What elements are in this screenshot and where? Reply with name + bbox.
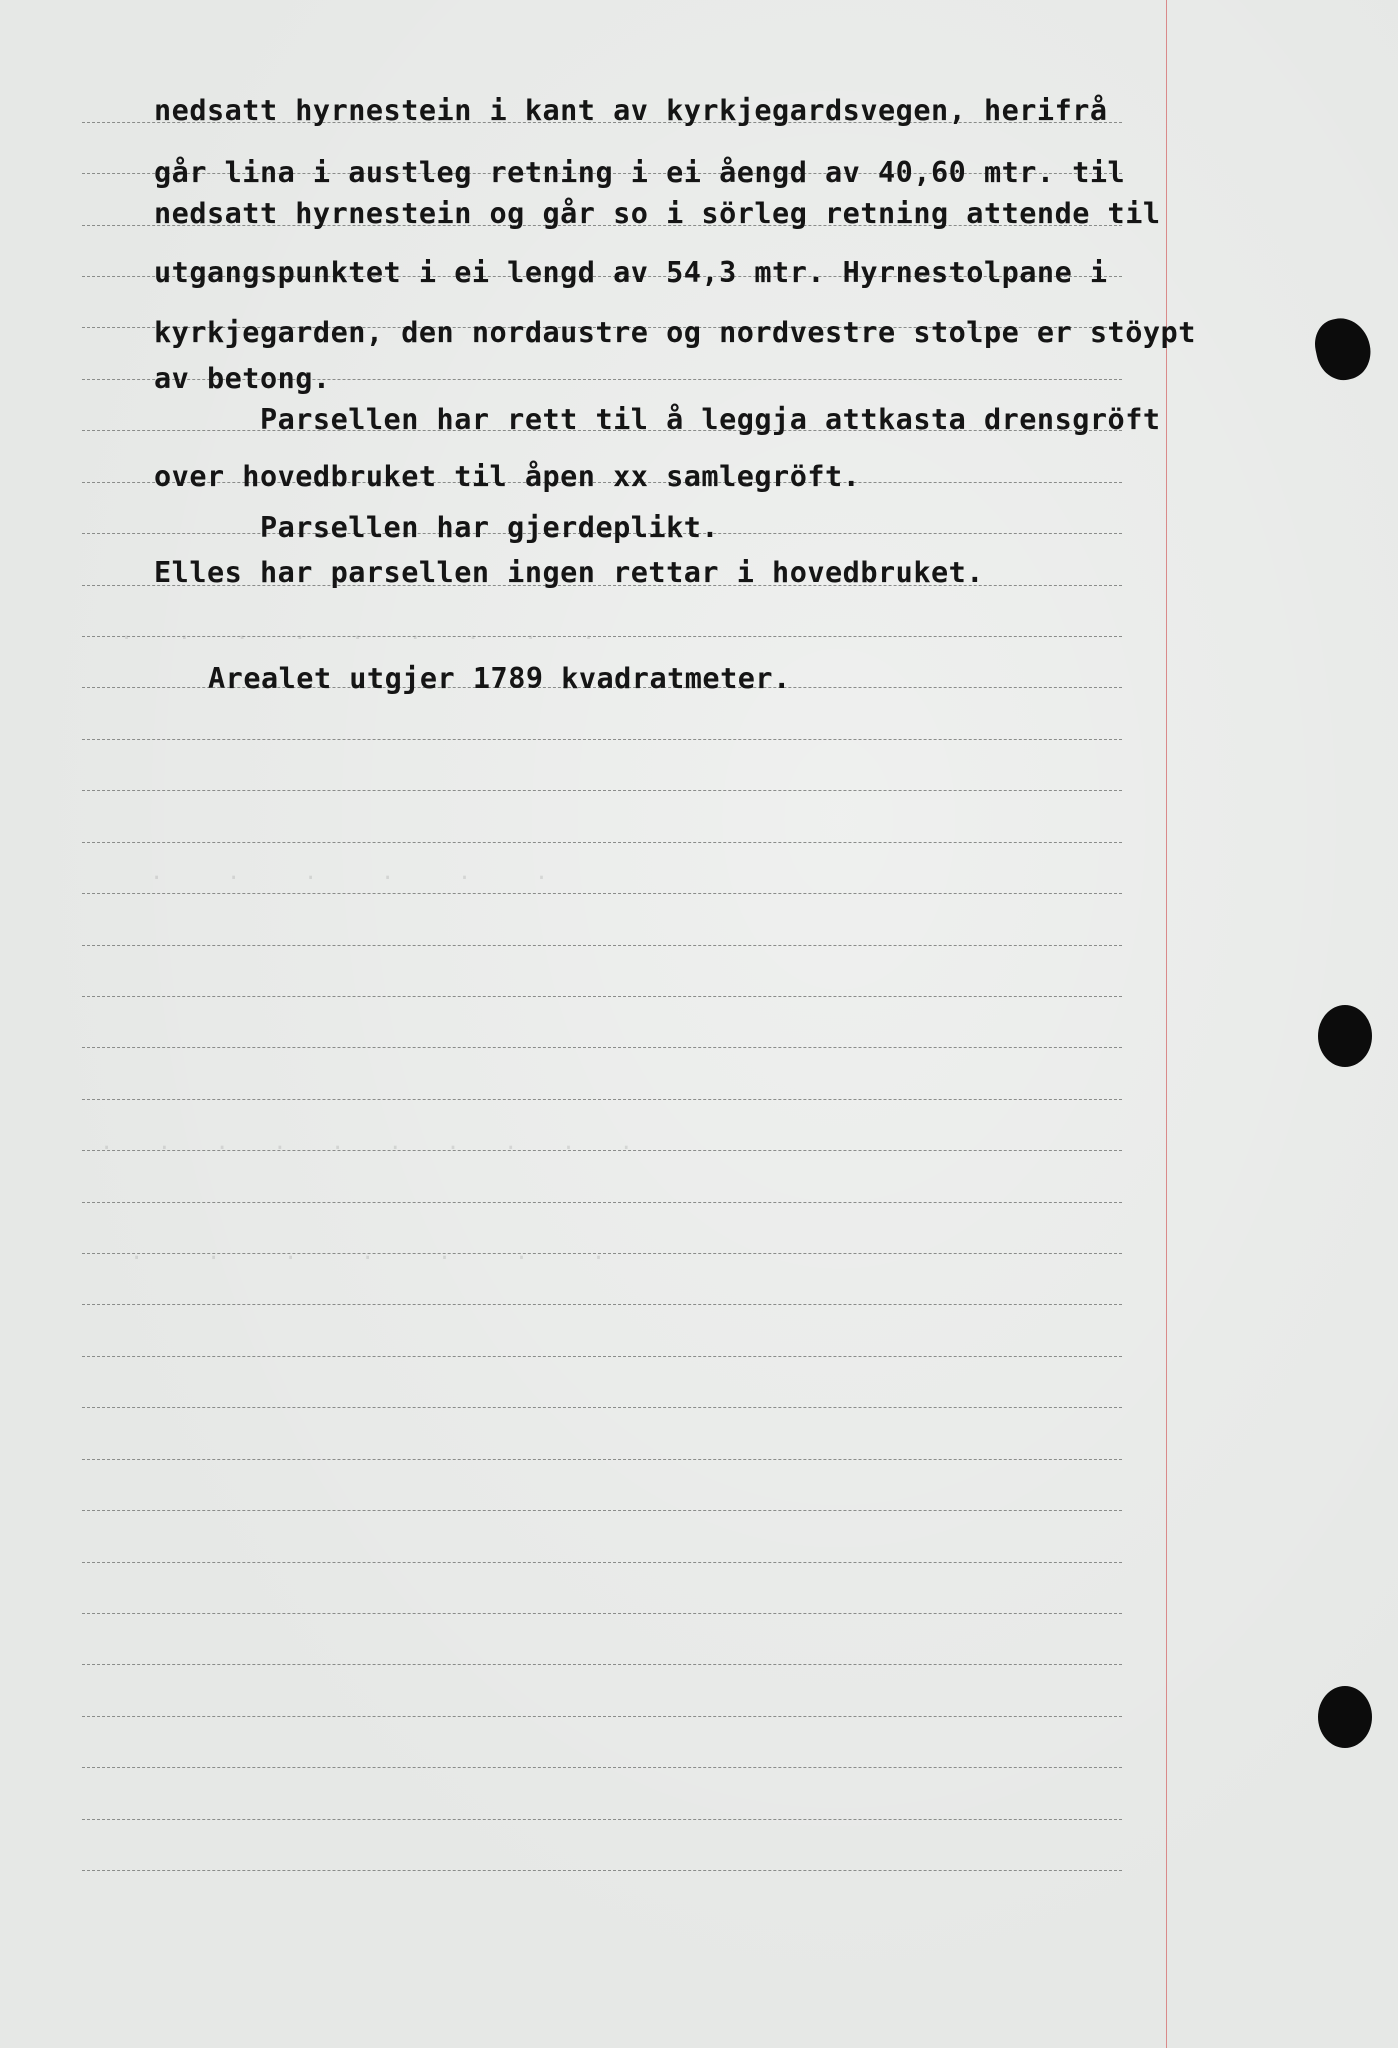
ruled-line — [82, 945, 1122, 946]
ruled-line — [82, 1819, 1122, 1820]
ruled-line — [82, 1304, 1122, 1305]
ruled-line — [82, 636, 1122, 637]
ruled-line — [82, 1664, 1122, 1665]
body-line-3: nedsatt hyrnestein og går so i sörleg retning attende til — [154, 197, 1161, 230]
body-line-5: kyrkjegarden, den nordaustre og nordvestre stolpe er stöypt — [154, 316, 1196, 349]
body-line-9: Parsellen har gjerdeplikt. — [154, 511, 720, 544]
ruled-line — [82, 1253, 1122, 1254]
ruled-line — [82, 1870, 1122, 1871]
ruled-line — [82, 790, 1122, 791]
bleed-through-text: . . . . . . — [150, 860, 555, 885]
ruled-line — [82, 842, 1122, 843]
body-line-1: nedsatt hyrnestein i kant av kyrkjegardsvegen, herifrå — [154, 94, 1108, 127]
body-line-6: av betong. — [154, 362, 331, 395]
body-line-10: Elles har parsellen ingen rettar i hovedbruket. — [154, 556, 984, 589]
margin-rule — [1166, 0, 1167, 2048]
area-line: Arealet utgjer 1789 kvadratmeter. — [208, 662, 791, 695]
punch-hole — [1310, 313, 1376, 385]
ruled-line — [82, 1150, 1122, 1151]
ruled-line — [82, 739, 1122, 740]
bleed-through-text: . . . . . . . . . — [120, 620, 602, 645]
ruled-line — [82, 1562, 1122, 1563]
ruled-line — [82, 1407, 1122, 1408]
body-line-2: går lina i austleg retning i ei åengd av 40,60 mtr. til — [154, 156, 1126, 189]
body-line-4: utgangspunktet i ei lengd av 54,3 mtr. Hyrnestolpane i — [154, 256, 1108, 289]
ruled-line — [82, 996, 1122, 997]
ruled-line — [82, 1047, 1122, 1048]
ruled-line — [82, 1099, 1122, 1100]
bleed-through-text: . . . . . . . — [130, 1240, 612, 1265]
body-line-7: Parsellen har rett til å leggja attkasta drensgröft — [154, 403, 1161, 436]
ruled-line — [82, 893, 1122, 894]
bleed-through-text: . . . . . . . . . . — [100, 1130, 639, 1155]
ruled-line — [82, 1202, 1122, 1203]
ruled-line — [82, 1767, 1122, 1768]
ruled-line — [82, 1459, 1122, 1460]
punch-hole — [1318, 1005, 1372, 1067]
punch-hole — [1318, 1686, 1372, 1748]
body-line-8: over hovedbruket til åpen xx samlegröft. — [154, 460, 861, 493]
ruled-line — [82, 1356, 1122, 1357]
ruled-line — [82, 1716, 1122, 1717]
ruled-line — [82, 1510, 1122, 1511]
ruled-line — [82, 1613, 1122, 1614]
